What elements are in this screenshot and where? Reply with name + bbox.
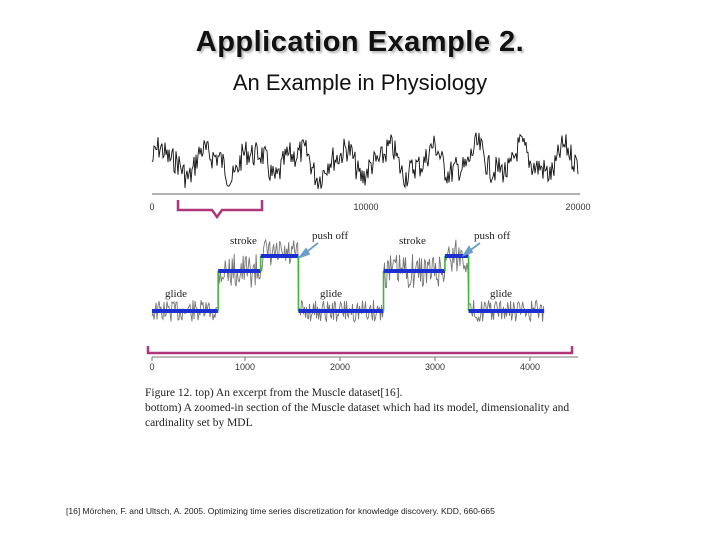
top-tick-label: 20000: [565, 202, 591, 212]
caption-line: cardinality set by MDL: [145, 417, 253, 429]
top-tick-label: 0: [149, 202, 155, 212]
annotation-stroke: stroke: [230, 235, 257, 247]
top-signal-line: [152, 133, 578, 189]
caption-line: bottom) A zoomed-in section of the Muscle dataset which had its model, dimensionality and: [145, 402, 570, 414]
bottom-tick-label: 3000: [424, 362, 446, 372]
reference-footnote: [16] Mörchen, F. and Ultsch, A. 2005. Optimizing time series discretization for knowledge discovery. KDD, 660-665: [66, 506, 495, 516]
bottom-tick-label: 1000: [234, 362, 256, 372]
slide-subtitle: An Example in Physiology: [232, 70, 488, 95]
annotation-glide: glide: [165, 288, 187, 300]
bottom-tick-label: 2000: [329, 362, 351, 372]
annotation-glide: glide: [320, 288, 342, 300]
zoom-bracket-bottom: [148, 346, 572, 353]
annotation-push-off: push off: [312, 230, 349, 242]
caption-line: Figure 12. top) An excerpt from the Muscle dataset[16].: [145, 387, 403, 399]
bottom-ticks: [152, 357, 530, 361]
bottom-panel: [148, 230, 578, 372]
top-tick-label: 10000: [353, 202, 379, 212]
bottom-tick-label: 4000: [519, 362, 541, 372]
bottom-tick-label: 0: [149, 362, 155, 372]
annotation-stroke: stroke: [399, 235, 426, 247]
slide-title: Application Example 2.: [195, 26, 525, 58]
annotation-glide: glide: [490, 288, 512, 300]
top-panel: [149, 133, 590, 217]
annotation-push-off: push off: [474, 230, 511, 242]
zoom-bracket-top: [178, 200, 262, 217]
figure-caption: [145, 386, 605, 431]
